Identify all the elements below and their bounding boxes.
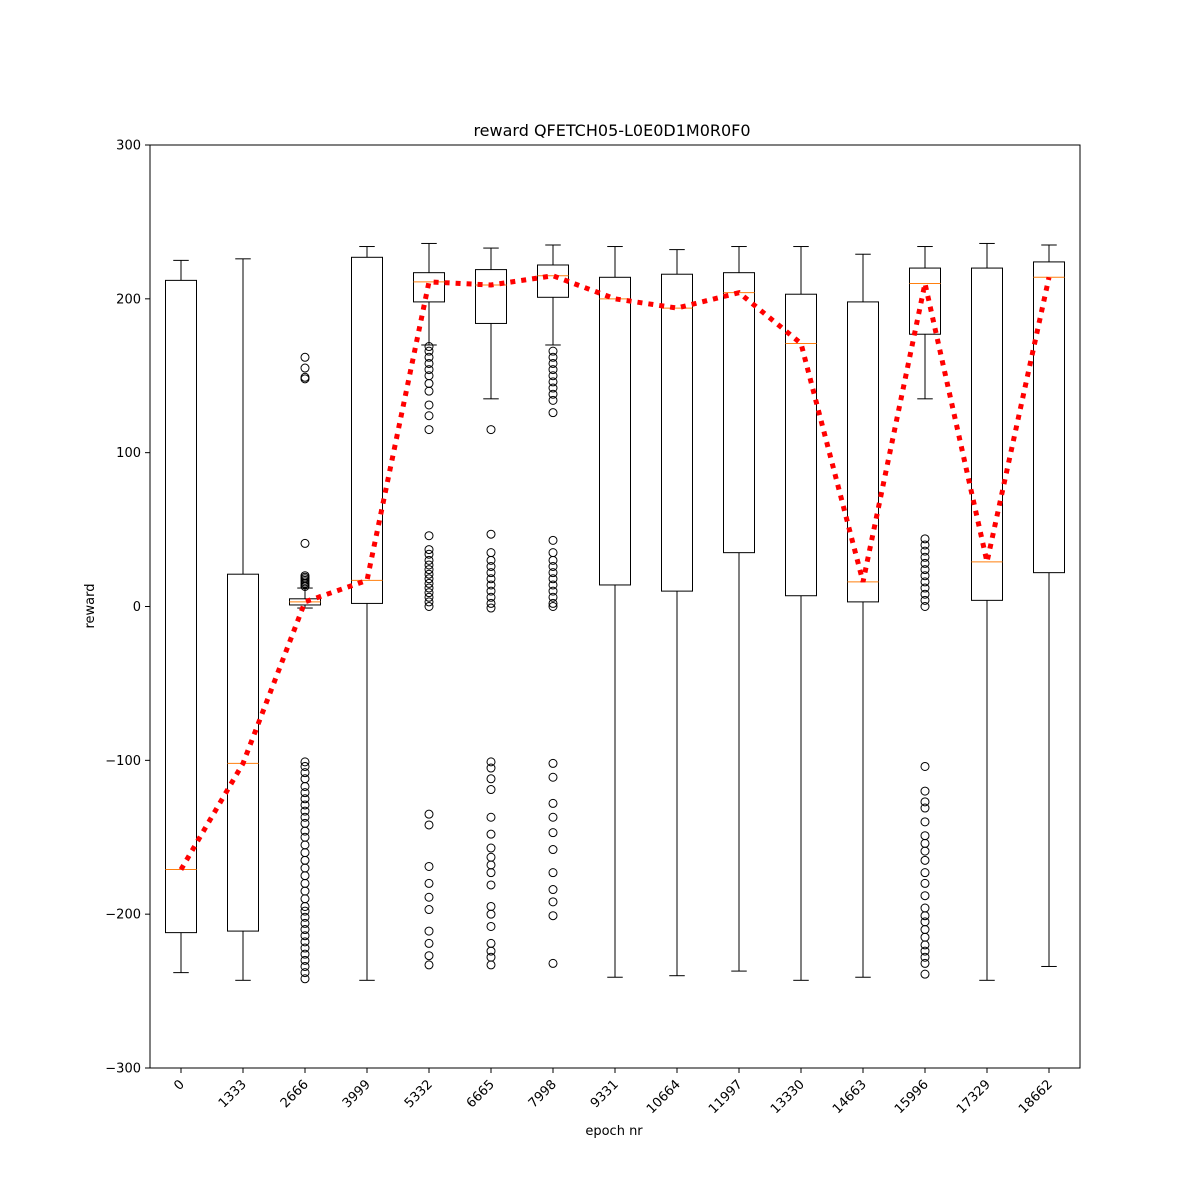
y-tick-label: −300 [105, 1061, 141, 1077]
outlier-point [425, 810, 433, 818]
outlier-point [487, 861, 495, 869]
outlier-point [487, 599, 495, 607]
outlier-point [301, 841, 309, 849]
x-tick-label: 7998 [525, 1077, 560, 1112]
outlier-point [301, 364, 309, 372]
outlier-point [425, 952, 433, 960]
outlier-point [301, 353, 309, 361]
y-tick-label: 100 [116, 446, 141, 462]
outlier-point [487, 549, 495, 557]
outlier-point [549, 886, 557, 894]
x-tick-label: 13330 [767, 1077, 808, 1118]
outlier-point [549, 813, 557, 821]
outlier-point [425, 561, 433, 569]
box-iqr [1034, 262, 1065, 573]
outlier-point [301, 856, 309, 864]
outlier-point [425, 570, 433, 578]
outlier-point [487, 604, 495, 612]
outlier-point [549, 396, 557, 404]
outlier-point [921, 904, 929, 912]
outlier-point [921, 804, 929, 812]
outlier-point [425, 575, 433, 583]
x-tick-label: 9331 [587, 1077, 622, 1112]
outlier-point [549, 759, 557, 767]
outlier-point [921, 847, 929, 855]
outlier-point [425, 426, 433, 434]
outlier-point [301, 879, 309, 887]
x-tick-label: 2666 [277, 1077, 312, 1112]
outlier-point [425, 961, 433, 969]
outlier-point [425, 556, 433, 564]
box-iqr [166, 280, 197, 932]
outlier-point [487, 853, 495, 861]
outlier-point [487, 961, 495, 969]
outlier-point [549, 869, 557, 877]
outlier-point [301, 833, 309, 841]
outlier-point [921, 818, 929, 826]
outlier-point [425, 603, 433, 611]
chart-title: reward QFETCH05-L0E0D1M0R0F0 [473, 121, 751, 140]
outlier-point [487, 922, 495, 930]
outlier-point [425, 939, 433, 947]
outlier-point [425, 821, 433, 829]
outlier-point [921, 879, 929, 887]
x-tick-label: 10664 [643, 1077, 684, 1118]
outlier-point [487, 869, 495, 877]
outlier-point [549, 549, 557, 557]
x-tick-label: 15996 [891, 1077, 932, 1118]
outlier-point [425, 593, 433, 601]
x-tick-label: 6665 [463, 1077, 498, 1112]
outlier-point [487, 953, 495, 961]
outlier-point [487, 775, 495, 783]
outlier-point [487, 786, 495, 794]
y-tick-label: −100 [105, 753, 141, 769]
outlier-point [921, 762, 929, 770]
box-iqr [352, 257, 383, 603]
outlier-point [425, 906, 433, 914]
y-tick-label: −200 [105, 907, 141, 923]
outlier-point [425, 546, 433, 554]
x-tick-label: 14663 [829, 1077, 870, 1118]
outlier-point [425, 584, 433, 592]
x-axis-label: epoch nr [585, 1124, 643, 1139]
outlier-point [301, 887, 309, 895]
box-iqr [228, 574, 259, 931]
box-iqr [848, 302, 879, 602]
y-tick-label: 0 [132, 600, 141, 615]
outlier-point [921, 933, 929, 941]
outlier-point [487, 530, 495, 538]
box-iqr [662, 274, 693, 591]
x-tick-label: 11997 [705, 1077, 746, 1118]
outlier-point [549, 536, 557, 544]
outlier-point [425, 379, 433, 387]
outlier-point [487, 426, 495, 434]
outlier-point [301, 902, 309, 910]
outlier-point [921, 959, 929, 967]
outlier-point [487, 813, 495, 821]
y-tick-label: 200 [116, 292, 141, 308]
box-iqr [910, 268, 941, 334]
outlier-point [921, 839, 929, 847]
x-tick-label: 1333 [215, 1077, 250, 1112]
x-tick-label: 0 [171, 1077, 188, 1094]
outlier-point [487, 764, 495, 772]
outlier-point [921, 856, 929, 864]
outlier-point [549, 773, 557, 781]
outlier-point [301, 872, 309, 880]
outlier-point [921, 926, 929, 934]
x-tick-label: 17329 [953, 1077, 994, 1118]
x-tick-label: 3999 [339, 1077, 374, 1112]
outlier-point [487, 910, 495, 918]
box-iqr [972, 268, 1003, 600]
outlier-point [425, 579, 433, 587]
outlier-point [425, 401, 433, 409]
outlier-point [549, 959, 557, 967]
x-tick-label: 18662 [1015, 1077, 1056, 1118]
outlier-point [487, 844, 495, 852]
box-iqr [786, 294, 817, 596]
outlier-point [921, 918, 929, 926]
outlier-point [425, 879, 433, 887]
outlier-point [487, 881, 495, 889]
box-iqr [724, 273, 755, 553]
outlier-point [425, 412, 433, 420]
outlier-point [425, 532, 433, 540]
outlier-point [425, 893, 433, 901]
x-tick-label: 5332 [401, 1077, 436, 1112]
outlier-point [301, 895, 309, 903]
outlier-point [921, 892, 929, 900]
y-axis-label: reward [83, 583, 98, 629]
outlier-point [549, 912, 557, 920]
plot-area [105, 139, 1080, 1118]
outlier-point [921, 787, 929, 795]
outlier-point [487, 939, 495, 947]
outlier-point [487, 830, 495, 838]
outlier-point [549, 846, 557, 854]
box-iqr [476, 270, 507, 324]
outlier-point [549, 409, 557, 417]
outlier-point [921, 832, 929, 840]
outlier-point [921, 603, 929, 611]
outlier-point [301, 849, 309, 857]
outlier-point [549, 898, 557, 906]
y-tick-label: 300 [116, 138, 141, 154]
outlier-point [425, 387, 433, 395]
outlier-point [549, 829, 557, 837]
outlier-point [301, 775, 309, 783]
outlier-point [301, 864, 309, 872]
outlier-point [921, 869, 929, 877]
outlier-point [549, 799, 557, 807]
outlier-point [301, 819, 309, 827]
outlier-point [425, 598, 433, 606]
outlier-point [301, 975, 309, 983]
outlier-point [301, 758, 309, 766]
outlier-point [425, 372, 433, 380]
outlier-point [487, 902, 495, 910]
outlier-point [425, 566, 433, 574]
outlier-point [425, 862, 433, 870]
outlier-point [301, 539, 309, 547]
outlier-point [425, 589, 433, 597]
outlier-point [425, 927, 433, 935]
box-iqr [600, 277, 631, 585]
outlier-point [921, 970, 929, 978]
